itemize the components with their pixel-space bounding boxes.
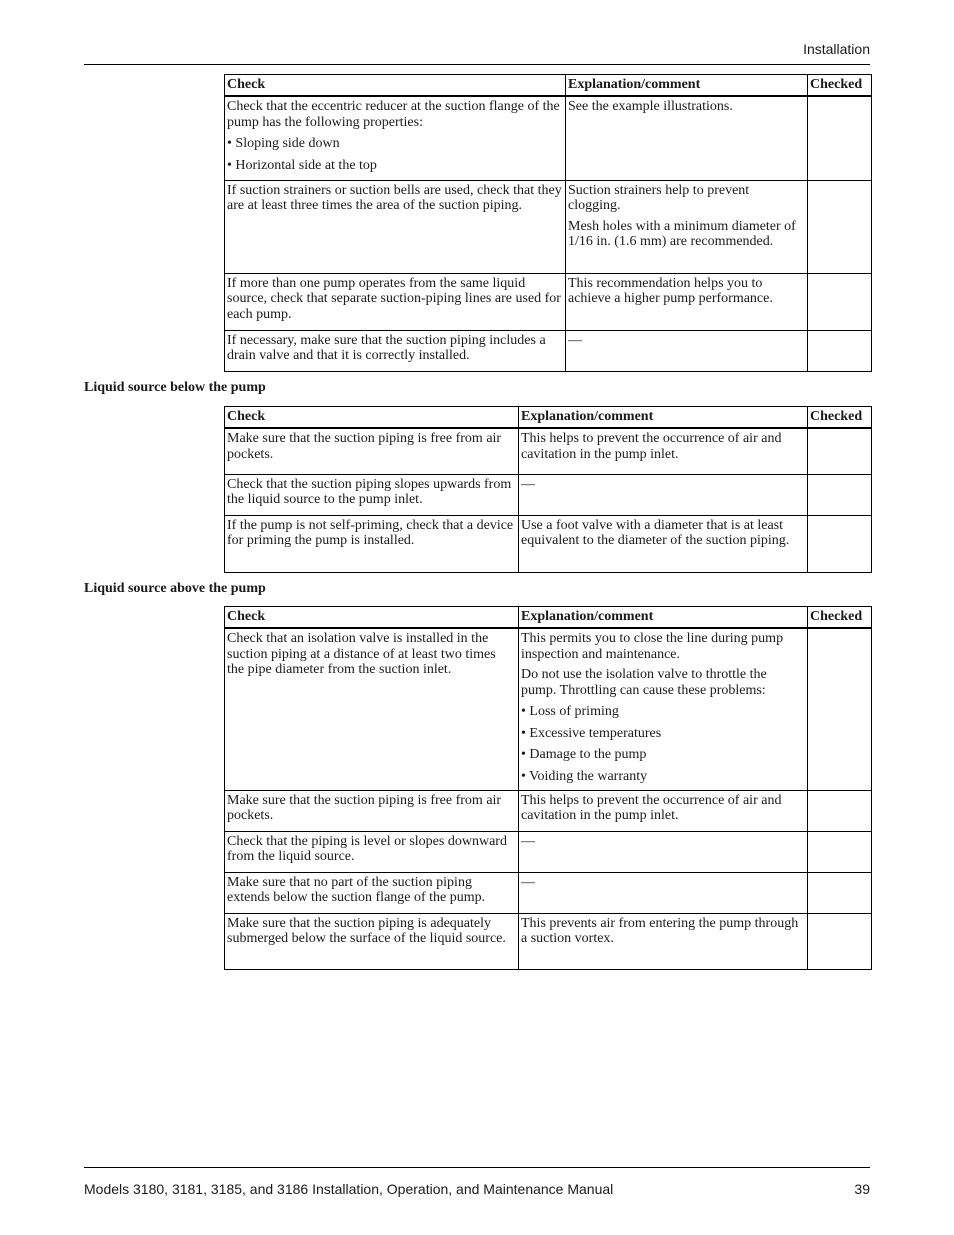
section-heading-liquid-source-below: Liquid source below the pump (84, 380, 266, 395)
list-item: • Loss of priming (521, 704, 805, 720)
page-number: 39 (854, 1181, 870, 1197)
table-row (225, 831, 872, 872)
comment-text: This recommendation helps you to achieve a higher pump performance. (568, 275, 773, 306)
check-text: Check that the eccentric reducer at the suction flange of the pump has the following properties: (227, 99, 560, 130)
comment-cell (566, 330, 808, 371)
checked-cell[interactable] (808, 330, 872, 371)
comment-cell (519, 515, 808, 572)
checked-cell[interactable] (808, 913, 872, 969)
comment-text: — (568, 332, 582, 348)
comment-text: — (521, 874, 535, 890)
comment-text: This permits you to close the line during pump inspection and maintenance. (521, 631, 784, 662)
column-header-explanation: Explanation/comment (566, 75, 808, 97)
checked-cell[interactable] (808, 872, 872, 913)
check-bullet-list (227, 136, 563, 173)
table-row (225, 180, 872, 273)
comment-cell (519, 872, 808, 913)
comment-text: Suction strainers help to prevent clogging. (568, 182, 750, 213)
checked-cell[interactable] (808, 831, 872, 872)
check-text: Make sure that the suction piping is free from air pockets. (227, 431, 502, 462)
comment-cell (519, 790, 808, 831)
check-text: Check that an isolation valve is installed in the suction piping at a distance of at least two times the pipe diameter from the suction inlet. (227, 631, 496, 677)
list-item: • Sloping side down (227, 136, 563, 152)
checked-cell[interactable] (808, 628, 872, 790)
checked-cell[interactable] (808, 790, 872, 831)
comment-text: See the example illustrations. (568, 99, 733, 114)
column-header-check: Check (225, 407, 519, 429)
table-row (225, 330, 872, 371)
check-text: Make sure that no part of the suction piping extends below the suction flange of the pump. (227, 874, 486, 905)
column-header-explanation: Explanation/comment (519, 607, 808, 629)
table-row (225, 428, 872, 474)
checklist-table-source-below (224, 406, 872, 573)
check-cell (225, 180, 566, 273)
table-row (225, 474, 872, 515)
check-text: Check that the suction piping slopes upwards from the liquid source to the pump inlet. (227, 476, 512, 507)
check-text: If necessary, make sure that the suction piping includes a drain valve and that it is correctly installed. (227, 332, 546, 363)
comment-cell (519, 831, 808, 872)
check-cell (225, 628, 519, 790)
list-item: • Voiding the warranty (521, 769, 805, 785)
check-cell (225, 96, 566, 180)
list-item: • Excessive temperatures (521, 726, 805, 742)
footer-divider (84, 1167, 870, 1168)
table-row (225, 96, 872, 180)
comment-bullet-list (521, 704, 805, 784)
checked-cell[interactable] (808, 428, 872, 474)
column-header-check: Check (225, 607, 519, 629)
section-heading-liquid-source-above: Liquid source above the pump (84, 581, 266, 596)
comment-text: Mesh holes with a minimum diameter of 1/16 in. (1.6 mm) are recommended. (568, 218, 796, 249)
check-cell (225, 913, 519, 969)
comment-cell (519, 628, 808, 790)
checked-cell[interactable] (808, 180, 872, 273)
check-cell (225, 330, 566, 371)
table-row (225, 913, 872, 969)
checklist-table-suction-piping (224, 74, 872, 372)
column-header-check: Check (225, 75, 566, 97)
checked-cell[interactable] (808, 515, 872, 572)
column-header-checked: Checked (808, 75, 872, 97)
comment-cell (519, 428, 808, 474)
checked-cell[interactable] (808, 273, 872, 330)
check-cell (225, 428, 519, 474)
check-text: If suction strainers or suction bells are used, check that they are at least three times the area of the suction piping. (227, 182, 562, 213)
checklist-table-source-above (224, 606, 872, 970)
column-header-checked: Checked (808, 407, 872, 429)
check-text: If more than one pump operates from the same liquid source, check that separate suction-piping lines are used for each pump. (227, 275, 561, 322)
list-item: • Horizontal side at the top (227, 158, 563, 174)
header-divider (84, 64, 870, 65)
comment-text: This helps to prevent the occurrence of air and cavitation in the pump inlet. (521, 792, 782, 823)
comment-text: — (521, 476, 535, 492)
list-item: • Damage to the pump (521, 747, 805, 763)
check-text: Check that the piping is level or slopes downward from the liquid source. (227, 833, 507, 864)
checked-cell[interactable] (808, 474, 872, 515)
check-cell (225, 474, 519, 515)
table-row (225, 515, 872, 572)
comment-cell (566, 96, 808, 180)
comment-text: This helps to prevent the occurrence of air and cavitation in the pump inlet. (521, 431, 782, 462)
check-text: Make sure that the suction piping is free from air pockets. (227, 792, 502, 823)
checked-cell[interactable] (808, 96, 872, 180)
running-header: Installation (803, 41, 870, 57)
check-cell (225, 790, 519, 831)
comment-cell (519, 913, 808, 969)
table-row (225, 628, 872, 790)
comment-cell (566, 273, 808, 330)
comment-text: This prevents air from entering the pump through a suction vortex. (521, 915, 799, 946)
table-row (225, 273, 872, 330)
check-text: Make sure that the suction piping is adequately submerged below the surface of the liquid source. (227, 915, 506, 946)
check-cell (225, 872, 519, 913)
check-cell (225, 273, 566, 330)
comment-text: Use a foot valve with a diameter that is at least equivalent to the diameter of the suction piping. (521, 517, 790, 548)
comment-text: — (521, 833, 535, 849)
comment-text: Do not use the isolation valve to throttle the pump. Throttling can cause these problems: (521, 667, 767, 698)
comment-cell (519, 474, 808, 515)
check-cell (225, 515, 519, 572)
table-row (225, 790, 872, 831)
footer-manual-title: Models 3180, 3181, 3185, and 3186 Installation, Operation, and Maintenance Manual (84, 1181, 614, 1197)
column-header-explanation: Explanation/comment (519, 407, 808, 429)
check-text: If the pump is not self-priming, check that a device for priming the pump is installed. (227, 517, 514, 548)
column-header-checked: Checked (808, 607, 872, 629)
check-cell (225, 831, 519, 872)
comment-cell (566, 180, 808, 273)
table-row (225, 872, 872, 913)
